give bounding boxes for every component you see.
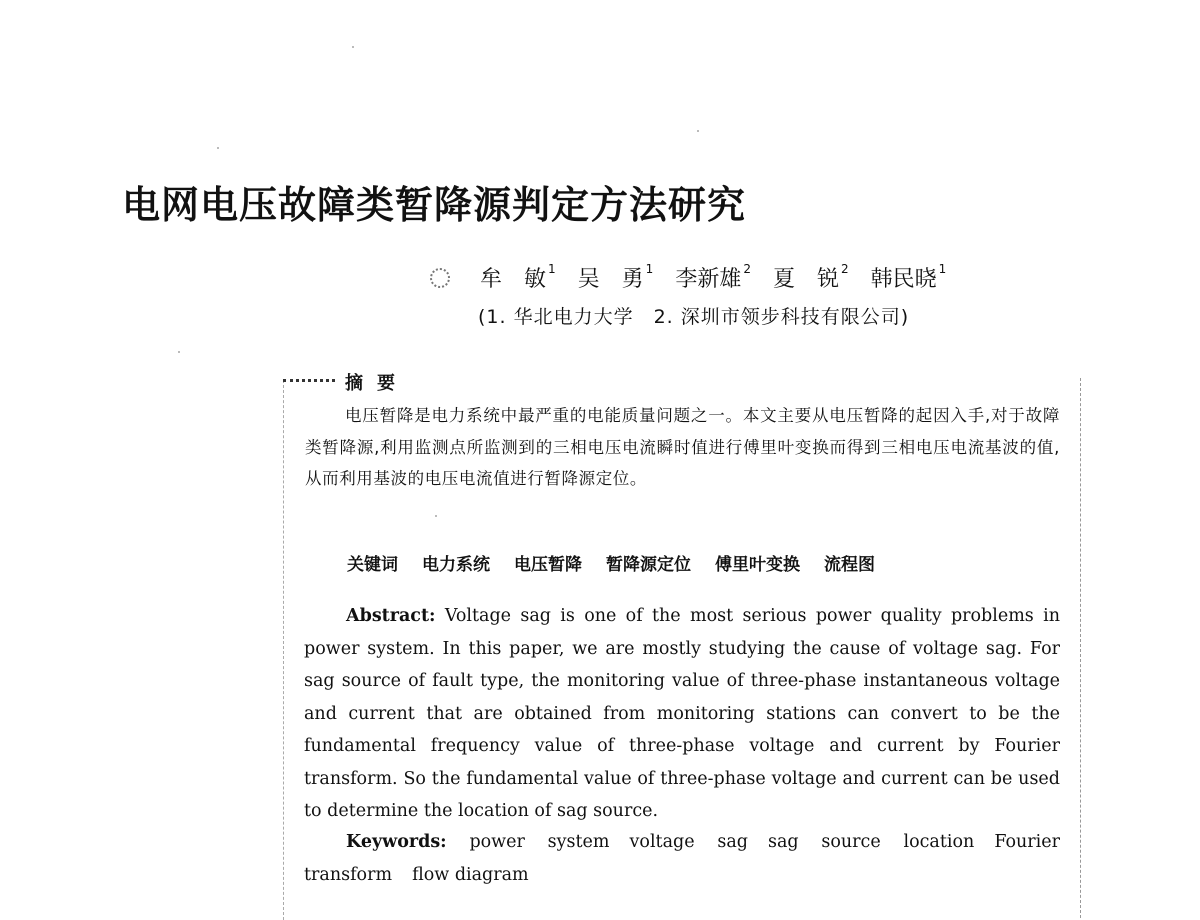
author: 吴 勇 $^1$ [577,262,654,292]
author: 韩民晓 $^1$ [870,262,947,292]
keyword: 暂降源定位 [606,555,691,575]
keywords-english [304,826,1060,891]
heading-rule [283,379,335,385]
keywords-chinese [347,550,875,575]
keywords-en-label: Keywords: [346,832,447,852]
abstract-heading: 摘要 [283,369,409,395]
author: 李新雄 $^2$ [675,262,751,292]
abstract-frame-right [1080,378,1081,918]
author: 夏 锐 $^2$ [772,262,849,292]
scan-speck [697,130,699,132]
keyword: 流程图 [824,555,875,575]
scan-speck [217,147,219,149]
scan-speck [435,515,437,517]
keyword: voltage sag [629,832,748,852]
abstract-english-text: Voltage sag is one of the most serious power quality problems in power system. In this paper, we are mostly studying the cause of voltage sag. For sag source of fault type, the monitoring value of three-phase instantaneous voltage and current that are obtained from monitoring stations can convert to be the fundamental frequency value of three-phase voltage and current by Fourier transform. So the fundamental value of three-phase voltage and current can be used to determine the location of sag source. [304,606,1060,821]
scan-speck [352,46,354,48]
keyword: power system [469,832,610,852]
keyword: 电压暂降 [514,555,582,575]
author: 牟 敏 $^1$ [480,262,556,292]
keyword: Fourier transform [304,832,1060,885]
keyword: 傅里叶变换 [715,555,800,575]
paper-title: 电网电压故障类暂降源判定方法研究 [122,183,747,227]
abstract-chinese: 电压暂降是电力系统中最严重的电能质量问题之一。本文主要从电压暂降的起因入手,对于故障类暂降源,利用监测点所监测到的三相电压电流瞬时值进行傅里叶变换而得到三相电压电流基波的值,从而利用基波的电压电流值进行暂降源定位。 [305,406,1060,488]
keywords-label: 关键词 [347,555,398,575]
author-list [430,262,946,293]
scan-speck [178,351,180,353]
affiliations: (1. 华北电力大学 2. 深圳市领步科技有限公司) [478,306,910,328]
abstract-frame-left [283,380,284,920]
keyword: 电力系统 [422,555,490,575]
abstract-english [304,600,1060,828]
author-marker-icon [430,268,450,288]
keyword: flow diagram [412,864,529,885]
abstract-label: Abstract: [346,606,436,626]
keyword: sag source location [767,832,975,852]
